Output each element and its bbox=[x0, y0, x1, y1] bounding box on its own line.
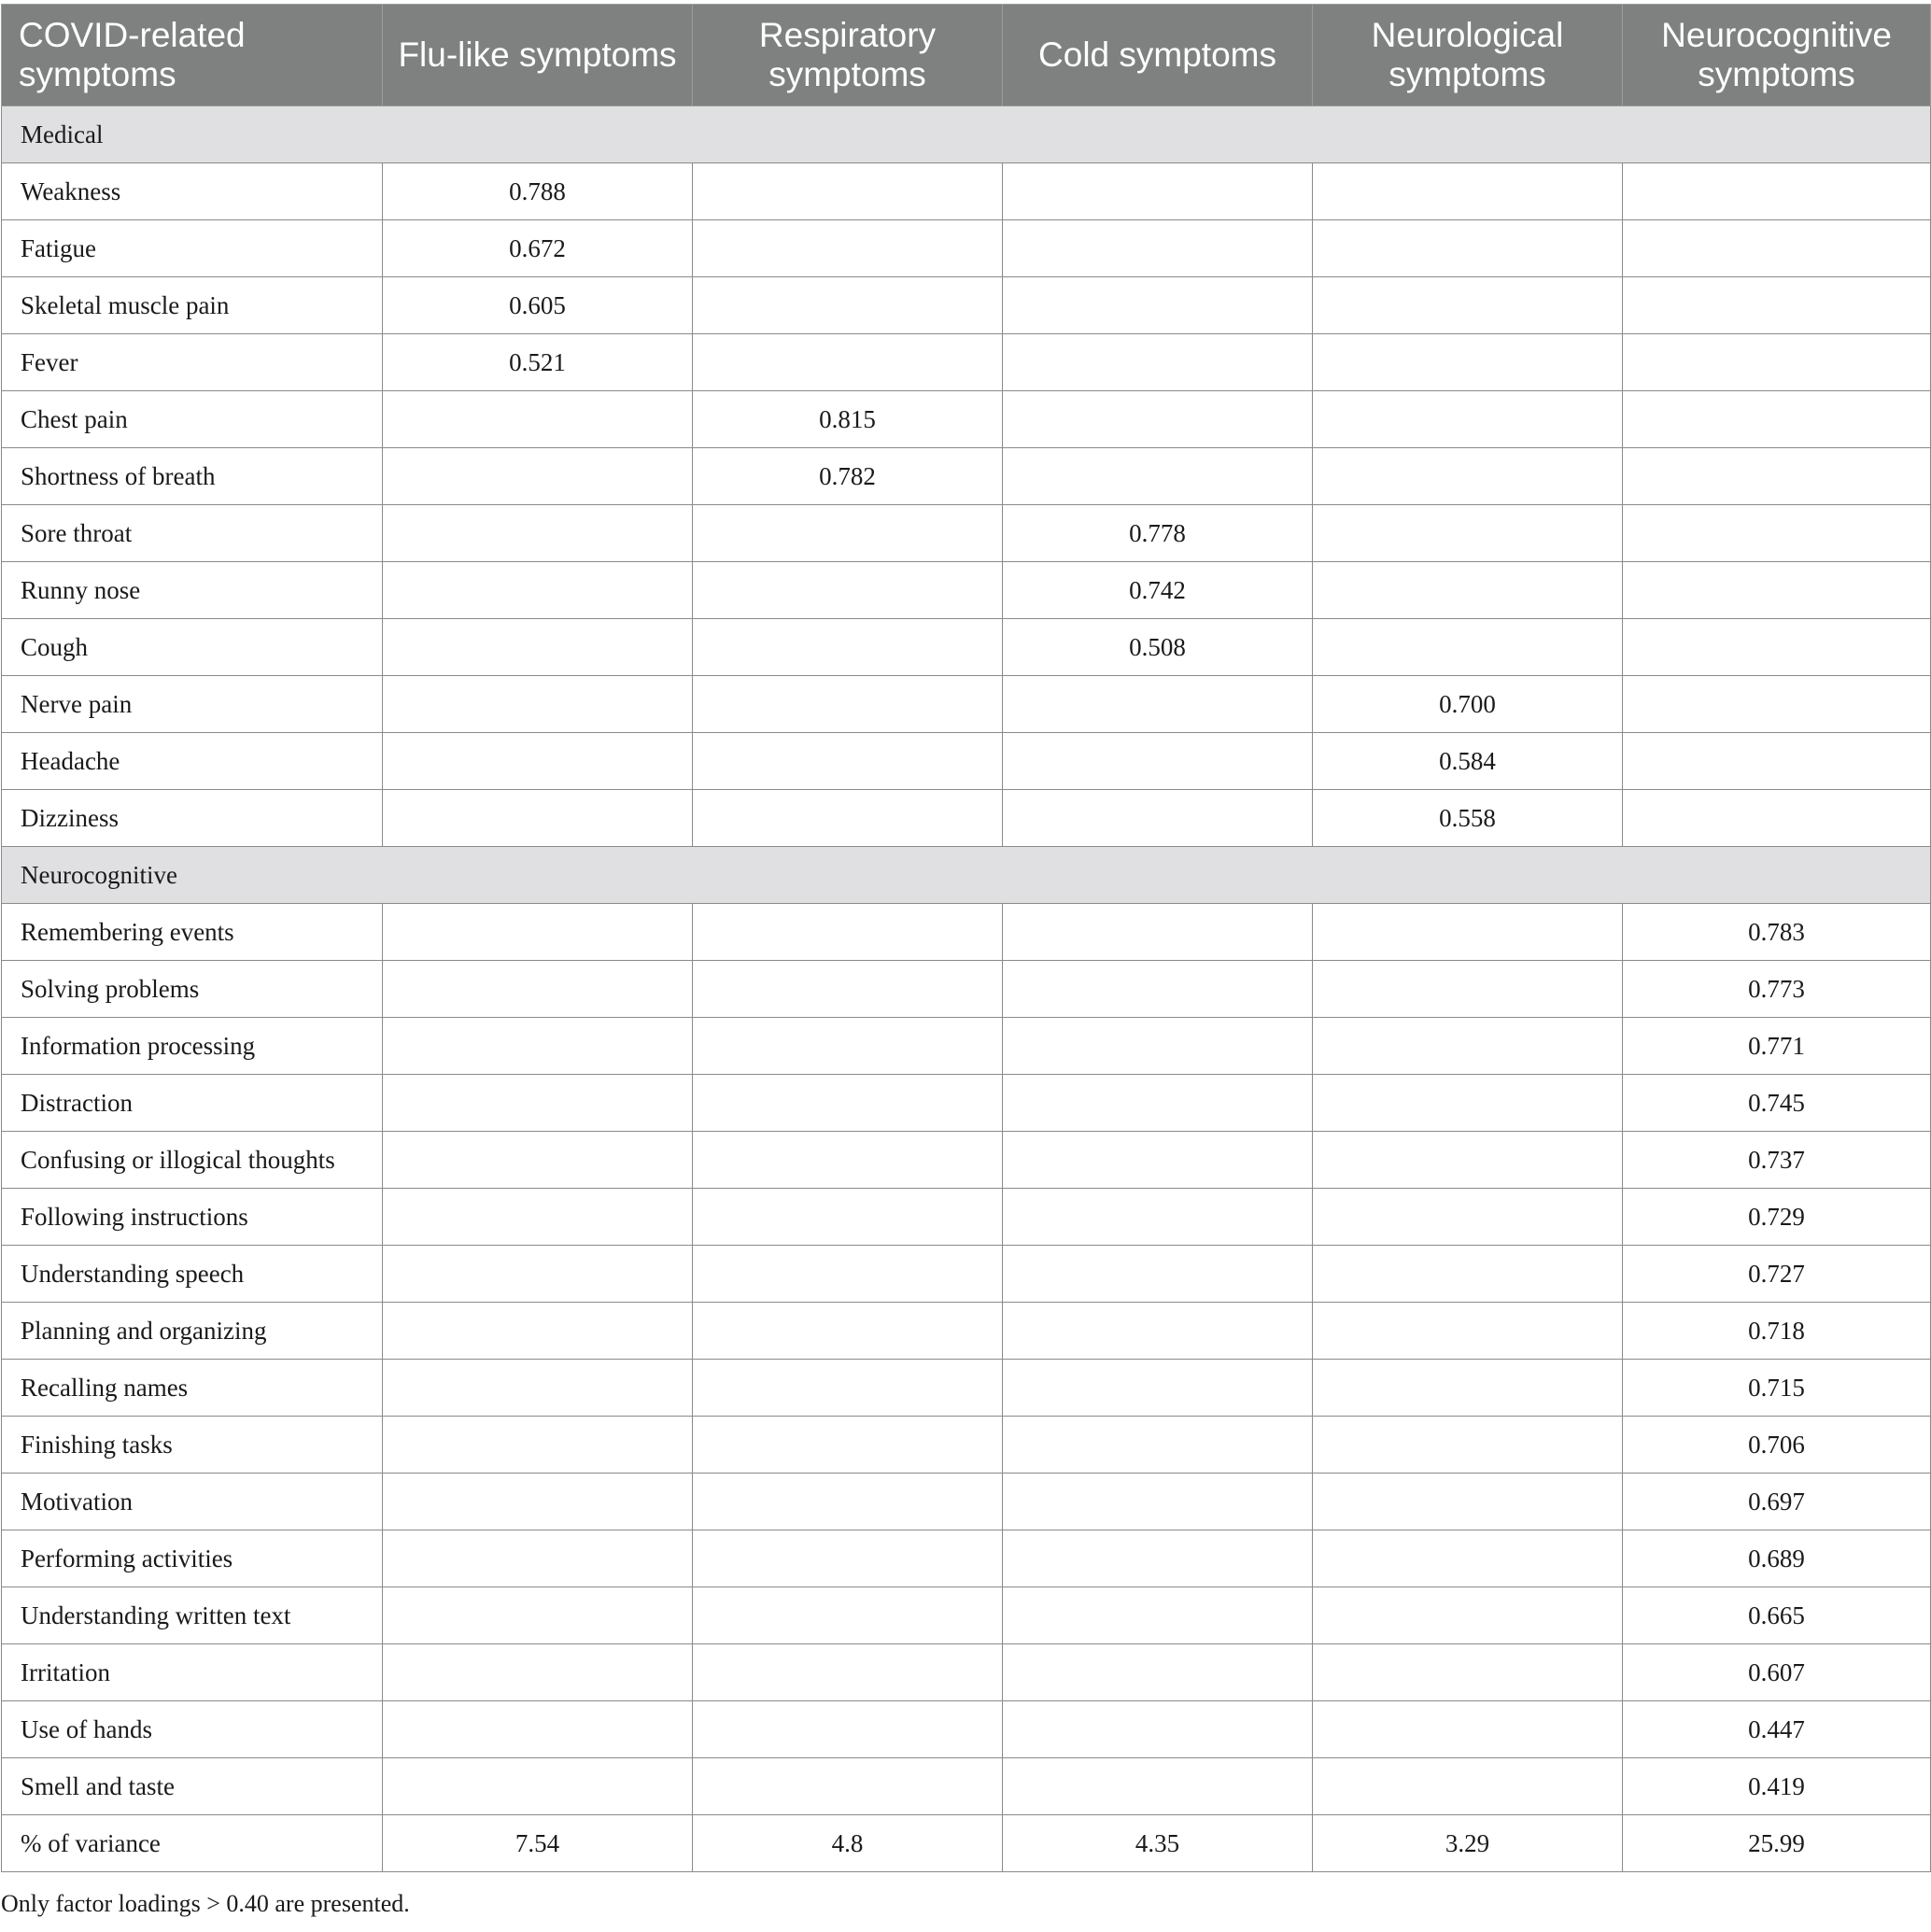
row-label: Shortness of breath bbox=[2, 448, 383, 505]
table-row bbox=[2, 1075, 1931, 1132]
loading-cell bbox=[383, 1132, 693, 1189]
loading-cell bbox=[1623, 163, 1931, 220]
loading-cell bbox=[1003, 391, 1313, 448]
loading-cell bbox=[1003, 163, 1313, 220]
loading-cell bbox=[693, 1644, 1003, 1701]
variance-cell: 7.54 bbox=[383, 1815, 693, 1872]
table-row bbox=[2, 1360, 1931, 1417]
loading-cell bbox=[693, 163, 1003, 220]
loading-cell bbox=[1003, 1758, 1313, 1815]
loading-cell bbox=[693, 1758, 1003, 1815]
row-label: Fever bbox=[2, 334, 383, 391]
table-row bbox=[2, 676, 1931, 733]
loading-cell bbox=[1003, 790, 1313, 847]
table-row bbox=[2, 1587, 1931, 1644]
loading-cell bbox=[383, 1474, 693, 1530]
loading-cell: 0.727 bbox=[1623, 1246, 1931, 1303]
row-label: Motivation bbox=[2, 1474, 383, 1530]
section-row bbox=[2, 106, 1931, 163]
row-label: Dizziness bbox=[2, 790, 383, 847]
loading-cell bbox=[693, 1474, 1003, 1530]
row-label: Finishing tasks bbox=[2, 1417, 383, 1474]
loading-cell bbox=[1623, 448, 1931, 505]
loading-cell bbox=[383, 505, 693, 562]
loading-cell bbox=[693, 505, 1003, 562]
table-row bbox=[2, 1189, 1931, 1246]
loading-cell bbox=[383, 1701, 693, 1758]
loading-cell bbox=[383, 1360, 693, 1417]
col-header-covid-related-symptoms: COVID-related symptoms bbox=[2, 5, 383, 106]
table-row bbox=[2, 448, 1931, 505]
loading-cell bbox=[1003, 448, 1313, 505]
loading-cell bbox=[1623, 676, 1931, 733]
loading-cell: 0.737 bbox=[1623, 1132, 1931, 1189]
loading-cell bbox=[1313, 619, 1623, 676]
table-row bbox=[2, 1758, 1931, 1815]
loading-cell bbox=[1003, 1644, 1313, 1701]
col-header-cold-symptoms: Cold symptoms bbox=[1003, 5, 1313, 106]
loading-cell bbox=[1313, 1075, 1623, 1132]
table-row bbox=[2, 1303, 1931, 1360]
loading-cell bbox=[1313, 1360, 1623, 1417]
loading-cell bbox=[1313, 1132, 1623, 1189]
table-row bbox=[2, 1644, 1931, 1701]
row-label: Smell and taste bbox=[2, 1758, 383, 1815]
loading-cell bbox=[693, 1417, 1003, 1474]
row-label: Use of hands bbox=[2, 1701, 383, 1758]
variance-cell: 3.29 bbox=[1313, 1815, 1623, 1872]
loading-cell bbox=[383, 1530, 693, 1587]
loading-cell bbox=[383, 391, 693, 448]
loading-cell bbox=[1313, 1644, 1623, 1701]
row-label: Skeletal muscle pain bbox=[2, 277, 383, 334]
loading-cell: 0.783 bbox=[1623, 904, 1931, 961]
loading-cell bbox=[693, 334, 1003, 391]
loading-cell bbox=[1003, 277, 1313, 334]
loading-cell bbox=[1003, 1360, 1313, 1417]
loading-cell bbox=[1313, 1189, 1623, 1246]
loading-cell bbox=[1313, 1758, 1623, 1815]
loading-cell bbox=[1003, 220, 1313, 277]
section-row bbox=[2, 847, 1931, 904]
loading-cell bbox=[383, 1189, 693, 1246]
table-row bbox=[2, 220, 1931, 277]
loading-cell bbox=[1313, 505, 1623, 562]
loading-cell bbox=[1003, 1132, 1313, 1189]
loading-cell bbox=[383, 1417, 693, 1474]
loading-cell: 0.782 bbox=[693, 448, 1003, 505]
section-title: Neurocognitive bbox=[2, 847, 1931, 904]
loading-cell bbox=[693, 1075, 1003, 1132]
row-label: Distraction bbox=[2, 1075, 383, 1132]
table-row bbox=[2, 619, 1931, 676]
row-label: Headache bbox=[2, 733, 383, 790]
row-label: Cough bbox=[2, 619, 383, 676]
loading-cell bbox=[383, 733, 693, 790]
variance-label: % of variance bbox=[2, 1815, 383, 1872]
loading-cell bbox=[693, 1530, 1003, 1587]
loading-cell bbox=[693, 619, 1003, 676]
loading-cell bbox=[383, 1018, 693, 1075]
loading-cell bbox=[1313, 1474, 1623, 1530]
loading-cell bbox=[693, 1360, 1003, 1417]
loading-cell bbox=[383, 562, 693, 619]
row-label: Information processing bbox=[2, 1018, 383, 1075]
loading-cell bbox=[1313, 904, 1623, 961]
loading-cell bbox=[693, 562, 1003, 619]
loading-cell bbox=[693, 790, 1003, 847]
loading-cell bbox=[1003, 904, 1313, 961]
col-header-respiratory-symptoms: Respiratory symptoms bbox=[693, 5, 1003, 106]
loading-cell bbox=[1623, 334, 1931, 391]
loading-cell bbox=[1003, 733, 1313, 790]
table-header bbox=[2, 5, 1931, 106]
table-row bbox=[2, 1132, 1931, 1189]
loading-cell bbox=[383, 1587, 693, 1644]
row-label: Irritation bbox=[2, 1644, 383, 1701]
loading-cell bbox=[1313, 562, 1623, 619]
loading-cell: 0.778 bbox=[1003, 505, 1313, 562]
loading-cell bbox=[1003, 1701, 1313, 1758]
loading-cell bbox=[1623, 505, 1931, 562]
loading-cell bbox=[693, 1246, 1003, 1303]
loading-cell bbox=[693, 1018, 1003, 1075]
table-body bbox=[2, 106, 1931, 1872]
row-label: Understanding speech bbox=[2, 1246, 383, 1303]
row-label: Understanding written text bbox=[2, 1587, 383, 1644]
loading-cell: 0.447 bbox=[1623, 1701, 1931, 1758]
col-header-neurological-symptoms: Neurological symptoms bbox=[1313, 5, 1623, 106]
loading-cell bbox=[1003, 334, 1313, 391]
loading-cell bbox=[1003, 676, 1313, 733]
loading-cell bbox=[693, 1701, 1003, 1758]
table-row bbox=[2, 562, 1931, 619]
col-header-flu-like-symptoms: Flu-like symptoms bbox=[383, 5, 693, 106]
table-row bbox=[2, 733, 1931, 790]
loading-cell bbox=[1313, 1018, 1623, 1075]
loading-cell bbox=[383, 961, 693, 1018]
loading-cell bbox=[383, 676, 693, 733]
table-row bbox=[2, 1018, 1931, 1075]
table-footnote: Only factor loadings > 0.40 are presented. bbox=[1, 1890, 410, 1917]
loading-cell bbox=[383, 1644, 693, 1701]
loading-cell bbox=[1313, 391, 1623, 448]
table-row bbox=[2, 961, 1931, 1018]
loading-cell: 0.700 bbox=[1313, 676, 1623, 733]
row-label: Weakness bbox=[2, 163, 383, 220]
loading-cell: 0.729 bbox=[1623, 1189, 1931, 1246]
loading-cell bbox=[1313, 1246, 1623, 1303]
loading-cell bbox=[1003, 1189, 1313, 1246]
loading-cell bbox=[693, 277, 1003, 334]
loading-cell bbox=[1313, 1303, 1623, 1360]
loading-cell: 0.815 bbox=[693, 391, 1003, 448]
row-label: Remembering events bbox=[2, 904, 383, 961]
loading-cell bbox=[693, 904, 1003, 961]
loading-cell bbox=[1623, 220, 1931, 277]
loading-cell: 0.607 bbox=[1623, 1644, 1931, 1701]
row-label: Recalling names bbox=[2, 1360, 383, 1417]
loading-cell bbox=[1313, 1417, 1623, 1474]
loading-cell: 0.773 bbox=[1623, 961, 1931, 1018]
loading-cell: 0.706 bbox=[1623, 1417, 1931, 1474]
loading-cell bbox=[383, 1075, 693, 1132]
loading-cell bbox=[1313, 1530, 1623, 1587]
factor-loadings-table bbox=[1, 4, 1931, 1872]
table-row bbox=[2, 1417, 1931, 1474]
header-row bbox=[2, 5, 1931, 106]
loading-cell: 0.689 bbox=[1623, 1530, 1931, 1587]
loading-cell bbox=[693, 1303, 1003, 1360]
loading-cell bbox=[1623, 391, 1931, 448]
variance-cell: 4.8 bbox=[693, 1815, 1003, 1872]
loading-cell bbox=[1313, 163, 1623, 220]
loading-cell bbox=[383, 448, 693, 505]
loading-cell bbox=[693, 220, 1003, 277]
loading-cell bbox=[693, 1189, 1003, 1246]
loading-cell bbox=[693, 676, 1003, 733]
loading-cell bbox=[383, 1303, 693, 1360]
loading-cell: 0.788 bbox=[383, 163, 693, 220]
loading-cell: 0.584 bbox=[1313, 733, 1623, 790]
loading-cell bbox=[693, 961, 1003, 1018]
loading-cell bbox=[1623, 277, 1931, 334]
table-row bbox=[2, 277, 1931, 334]
loading-cell bbox=[1003, 1587, 1313, 1644]
loading-cell bbox=[383, 619, 693, 676]
variance-row bbox=[2, 1815, 1931, 1872]
row-label: Chest pain bbox=[2, 391, 383, 448]
row-label: Performing activities bbox=[2, 1530, 383, 1587]
loading-cell: 0.718 bbox=[1623, 1303, 1931, 1360]
row-label: Confusing or illogical thoughts bbox=[2, 1132, 383, 1189]
row-label: Following instructions bbox=[2, 1189, 383, 1246]
loading-cell bbox=[1313, 334, 1623, 391]
loading-cell bbox=[693, 1132, 1003, 1189]
loading-cell: 0.605 bbox=[383, 277, 693, 334]
loading-cell bbox=[1003, 1417, 1313, 1474]
table-row bbox=[2, 1530, 1931, 1587]
loading-cell: 0.521 bbox=[383, 334, 693, 391]
loading-cell bbox=[1003, 1075, 1313, 1132]
table-row bbox=[2, 1701, 1931, 1758]
loading-cell bbox=[1313, 961, 1623, 1018]
loading-cell bbox=[1623, 619, 1931, 676]
loading-cell: 0.508 bbox=[1003, 619, 1313, 676]
row-label: Runny nose bbox=[2, 562, 383, 619]
row-label: Sore throat bbox=[2, 505, 383, 562]
loading-cell bbox=[1313, 1587, 1623, 1644]
table-row bbox=[2, 163, 1931, 220]
loading-cell bbox=[1003, 1530, 1313, 1587]
loading-cell: 0.715 bbox=[1623, 1360, 1931, 1417]
loading-cell: 0.742 bbox=[1003, 562, 1313, 619]
loading-cell bbox=[383, 790, 693, 847]
loading-cell bbox=[1313, 448, 1623, 505]
loading-cell bbox=[383, 1758, 693, 1815]
loading-cell bbox=[1003, 1246, 1313, 1303]
loading-cell: 0.419 bbox=[1623, 1758, 1931, 1815]
table-row bbox=[2, 505, 1931, 562]
row-label: Nerve pain bbox=[2, 676, 383, 733]
loading-cell: 0.771 bbox=[1623, 1018, 1931, 1075]
loading-cell: 0.697 bbox=[1623, 1474, 1931, 1530]
loading-cell bbox=[1623, 733, 1931, 790]
loading-cell bbox=[383, 904, 693, 961]
section-title: Medical bbox=[2, 106, 1931, 163]
loading-cell bbox=[1003, 1474, 1313, 1530]
loading-cell bbox=[1003, 1303, 1313, 1360]
loading-cell: 0.672 bbox=[383, 220, 693, 277]
table-row bbox=[2, 904, 1931, 961]
row-label: Planning and organizing bbox=[2, 1303, 383, 1360]
loading-cell bbox=[1623, 790, 1931, 847]
loading-cell bbox=[1003, 1018, 1313, 1075]
variance-cell: 25.99 bbox=[1623, 1815, 1931, 1872]
loading-cell bbox=[1623, 562, 1931, 619]
col-header-neurocognitive-symptoms: Neurocognitive symptoms bbox=[1623, 5, 1931, 106]
loading-cell bbox=[693, 1587, 1003, 1644]
table-row bbox=[2, 1246, 1931, 1303]
row-label: Solving problems bbox=[2, 961, 383, 1018]
row-label: Fatigue bbox=[2, 220, 383, 277]
table-row bbox=[2, 334, 1931, 391]
loading-cell bbox=[1313, 1701, 1623, 1758]
table-row bbox=[2, 790, 1931, 847]
loading-cell: 0.665 bbox=[1623, 1587, 1931, 1644]
loading-cell bbox=[383, 1246, 693, 1303]
table-row bbox=[2, 391, 1931, 448]
variance-cell: 4.35 bbox=[1003, 1815, 1313, 1872]
loading-cell: 0.558 bbox=[1313, 790, 1623, 847]
loading-cell bbox=[1313, 277, 1623, 334]
loading-cell: 0.745 bbox=[1623, 1075, 1931, 1132]
loading-cell bbox=[1313, 220, 1623, 277]
loading-cell bbox=[693, 733, 1003, 790]
table-row bbox=[2, 1474, 1931, 1530]
loading-cell bbox=[1003, 961, 1313, 1018]
